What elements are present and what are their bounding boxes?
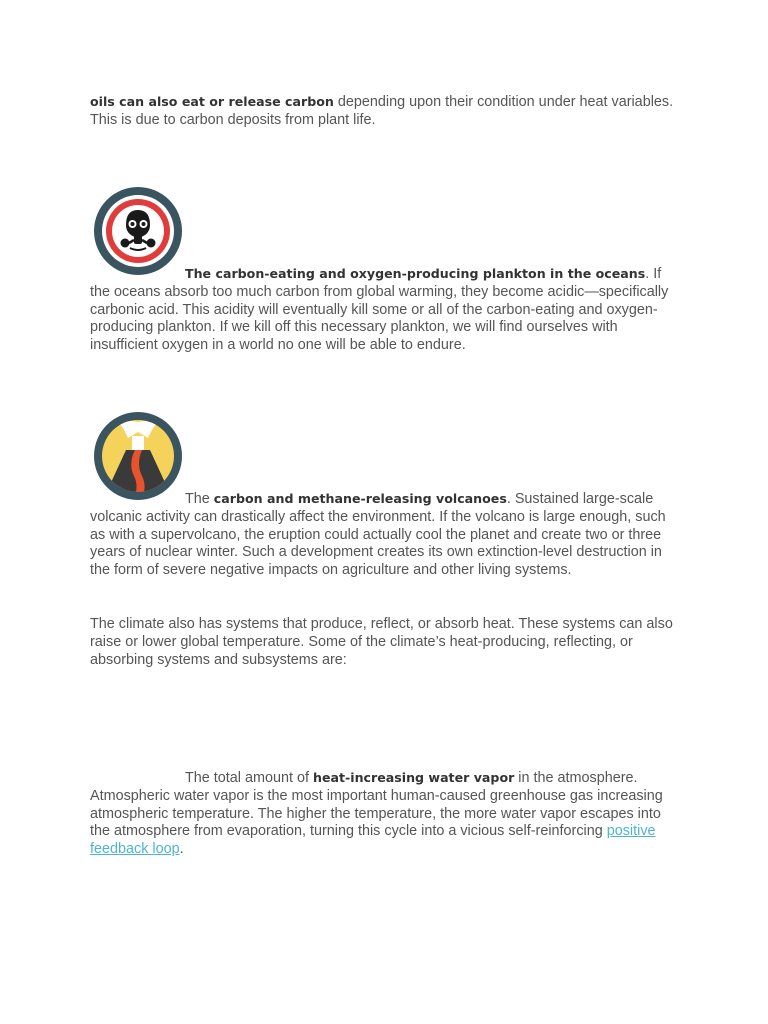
volcano-text: . Sustained large-scale volcanic activity can drastically affect the environment. If the volcano is large enough, such as with a supervolcano, the eruption could actually cool the planet and create two or three years of nuclear winter. Such a development creates its own extinction-level destruction in the form of severe negative impacts on agriculture and other living systems. [90,491,666,579]
climate-text: The climate also has systems that produce, reflect, or absorb heat. These systems can also raise or lower global temperature. Some of the climate’s heat-producing, reflecting, or absorbing systems and subsystems are: [90,616,673,668]
gas-mask-icon [92,185,184,277]
plankton-heading: The carbon-eating and oxygen-producing plankton in the oceans [185,266,646,281]
water-vapor-heading: heat-increasing water vapor [313,770,515,785]
water-vapor-paragraph [90,769,682,859]
volcano-heading: carbon and methane-releasing volcanoes [213,491,507,506]
climate-paragraph [90,616,682,669]
soil-heading: oils can also eat or release carbon [90,94,334,109]
volcano-prefix: The [185,491,214,507]
volcano-icon [92,410,184,502]
plankton-paragraph [90,265,682,355]
plankton-text: . If the oceans absorb too much carbon from global warming, they become acidic—specifically carbonic acid. This acidity will eventually kill some or all of the carbon-eating and oxygen-producing plankton. If we kill off this necessary plankton, we will find ourselves with insufficient oxygen in a world no one will be able to endure. [90,266,669,354]
volcano-paragraph [90,490,682,580]
positive-feedback-loop-link[interactable]: positive feedback loop [90,823,656,858]
water-vapor-suffix: . [179,841,184,858]
water-vapor-text: in the atmosphere. Atmospheric water vapor is the most important human-caused greenhouse gas increasing atmospheric temperature. The higher the temperature, the more water vapor escapes into the atmosphere from evaporation, turning this cycle into a vicious self-reinforcing [90,770,663,840]
water-vapor-prefix: The total amount of [185,770,313,786]
soil-paragraph [90,93,682,130]
soil-text: depending upon their condition under heat variables. This is due to carbon deposits from plant life. [90,94,674,128]
